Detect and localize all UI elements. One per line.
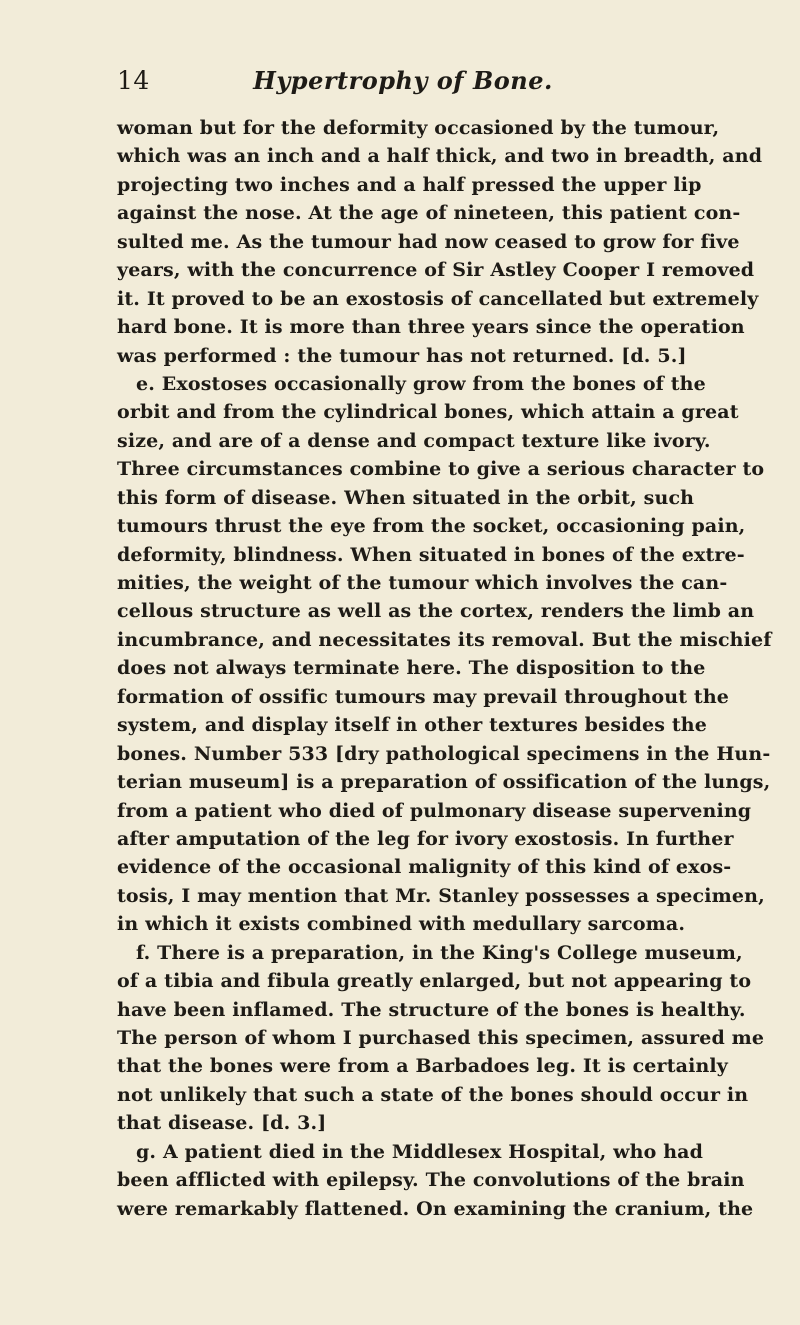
text-line: it. It proved to be an exostosis of cancellated but extremely	[117, 287, 759, 310]
text-line: bones. Number 533 [dry pathological specimens in the Hun-	[117, 742, 771, 765]
text-line: sulted me. As the tumour had now ceased to grow for five	[117, 230, 740, 253]
text-line: deformity, blindness. When situated in bones of the extre-	[117, 543, 745, 566]
text-line: not unlikely that such a state of the bones should occur in	[117, 1083, 749, 1106]
text-line: have been inflamed. The structure of the bones is healthy.	[117, 998, 746, 1021]
text-line: mities, the weight of the tumour which involves the can-	[117, 572, 728, 594]
text-line: that disease. [d. 3.]	[117, 1112, 327, 1135]
text-line: size, and are of a dense and compact texture like ivory.	[117, 429, 711, 452]
text-line: g. A patient died in the Middlesex Hospital, who had	[136, 1140, 704, 1163]
text-line: incumbrance, and necessitates its removal. But the mischief	[117, 628, 772, 651]
text-line: after amputation of the leg for ivory exostosis. In further	[117, 827, 734, 850]
text-line: from a patient who died of pulmonary disease supervening	[117, 799, 752, 822]
text-line: that the bones were from a Barbadoes leg. It is certainly	[117, 1055, 728, 1078]
text-line: projecting two inches and a half pressed the upper lip	[117, 173, 702, 196]
text-line: Three circumstances combine to give a serious character to	[117, 458, 765, 481]
text-line: tumours thrust the eye from the socket, occasioning pain,	[117, 515, 746, 538]
text-line: hard bone. It is more than three years since the operation	[117, 316, 745, 339]
text-line: of a tibia and fibula greatly enlarged, but not appearing to	[117, 970, 752, 993]
text-line: against the nose. At the age of nineteen, this patient con-	[117, 202, 741, 225]
text-line: were remarkably flattened. On examining the cranium, the	[117, 1197, 754, 1220]
text-line: evidence of the occasional malignity of this kind of exos-	[117, 856, 732, 879]
body-text	[117, 114, 772, 1223]
text-line: formation of ossific tumours may prevail throughout the	[117, 685, 730, 708]
running-title: Hypertrophy of Bone.	[253, 66, 553, 95]
text-line: which was an inch and a half thick, and two in breadth, and	[117, 145, 763, 168]
text-line: years, with the concurrence of Sir Astley Cooper I removed	[117, 259, 755, 282]
text-line: The person of whom I purchased this specimen, assured me	[117, 1027, 765, 1049]
text-line: was performed : the tumour has not returned. [d. 5.]	[117, 344, 687, 367]
text-line: f. There is a preparation, in the King's College museum,	[136, 941, 743, 964]
text-line: cellous structure as well as the cortex, renders the limb an	[117, 600, 755, 623]
text-line: woman but for the deformity occasioned by the tumour,	[117, 117, 720, 139]
text-line: system, and display itself in other textures besides the	[117, 714, 707, 737]
page-header	[117, 66, 689, 106]
text-line: been afflicted with epilepsy. The convolutions of the brain	[117, 1169, 745, 1192]
text-line: e. Exostoses occasionally grow from the bones of the	[136, 372, 706, 395]
text-line: terian museum] is a preparation of ossification of the lungs,	[117, 771, 771, 794]
text-line: does not always terminate here. The disposition to the	[117, 657, 706, 680]
text-line: tosis, I may mention that Mr. Stanley possesses a specimen,	[117, 884, 765, 907]
text-line: orbit and from the cylindrical bones, which attain a great	[117, 401, 739, 424]
page-number: 14	[117, 66, 150, 95]
text-line: this form of disease. When situated in the orbit, such	[117, 486, 695, 509]
text-line: in which it exists combined with medullary sarcoma.	[117, 913, 686, 936]
